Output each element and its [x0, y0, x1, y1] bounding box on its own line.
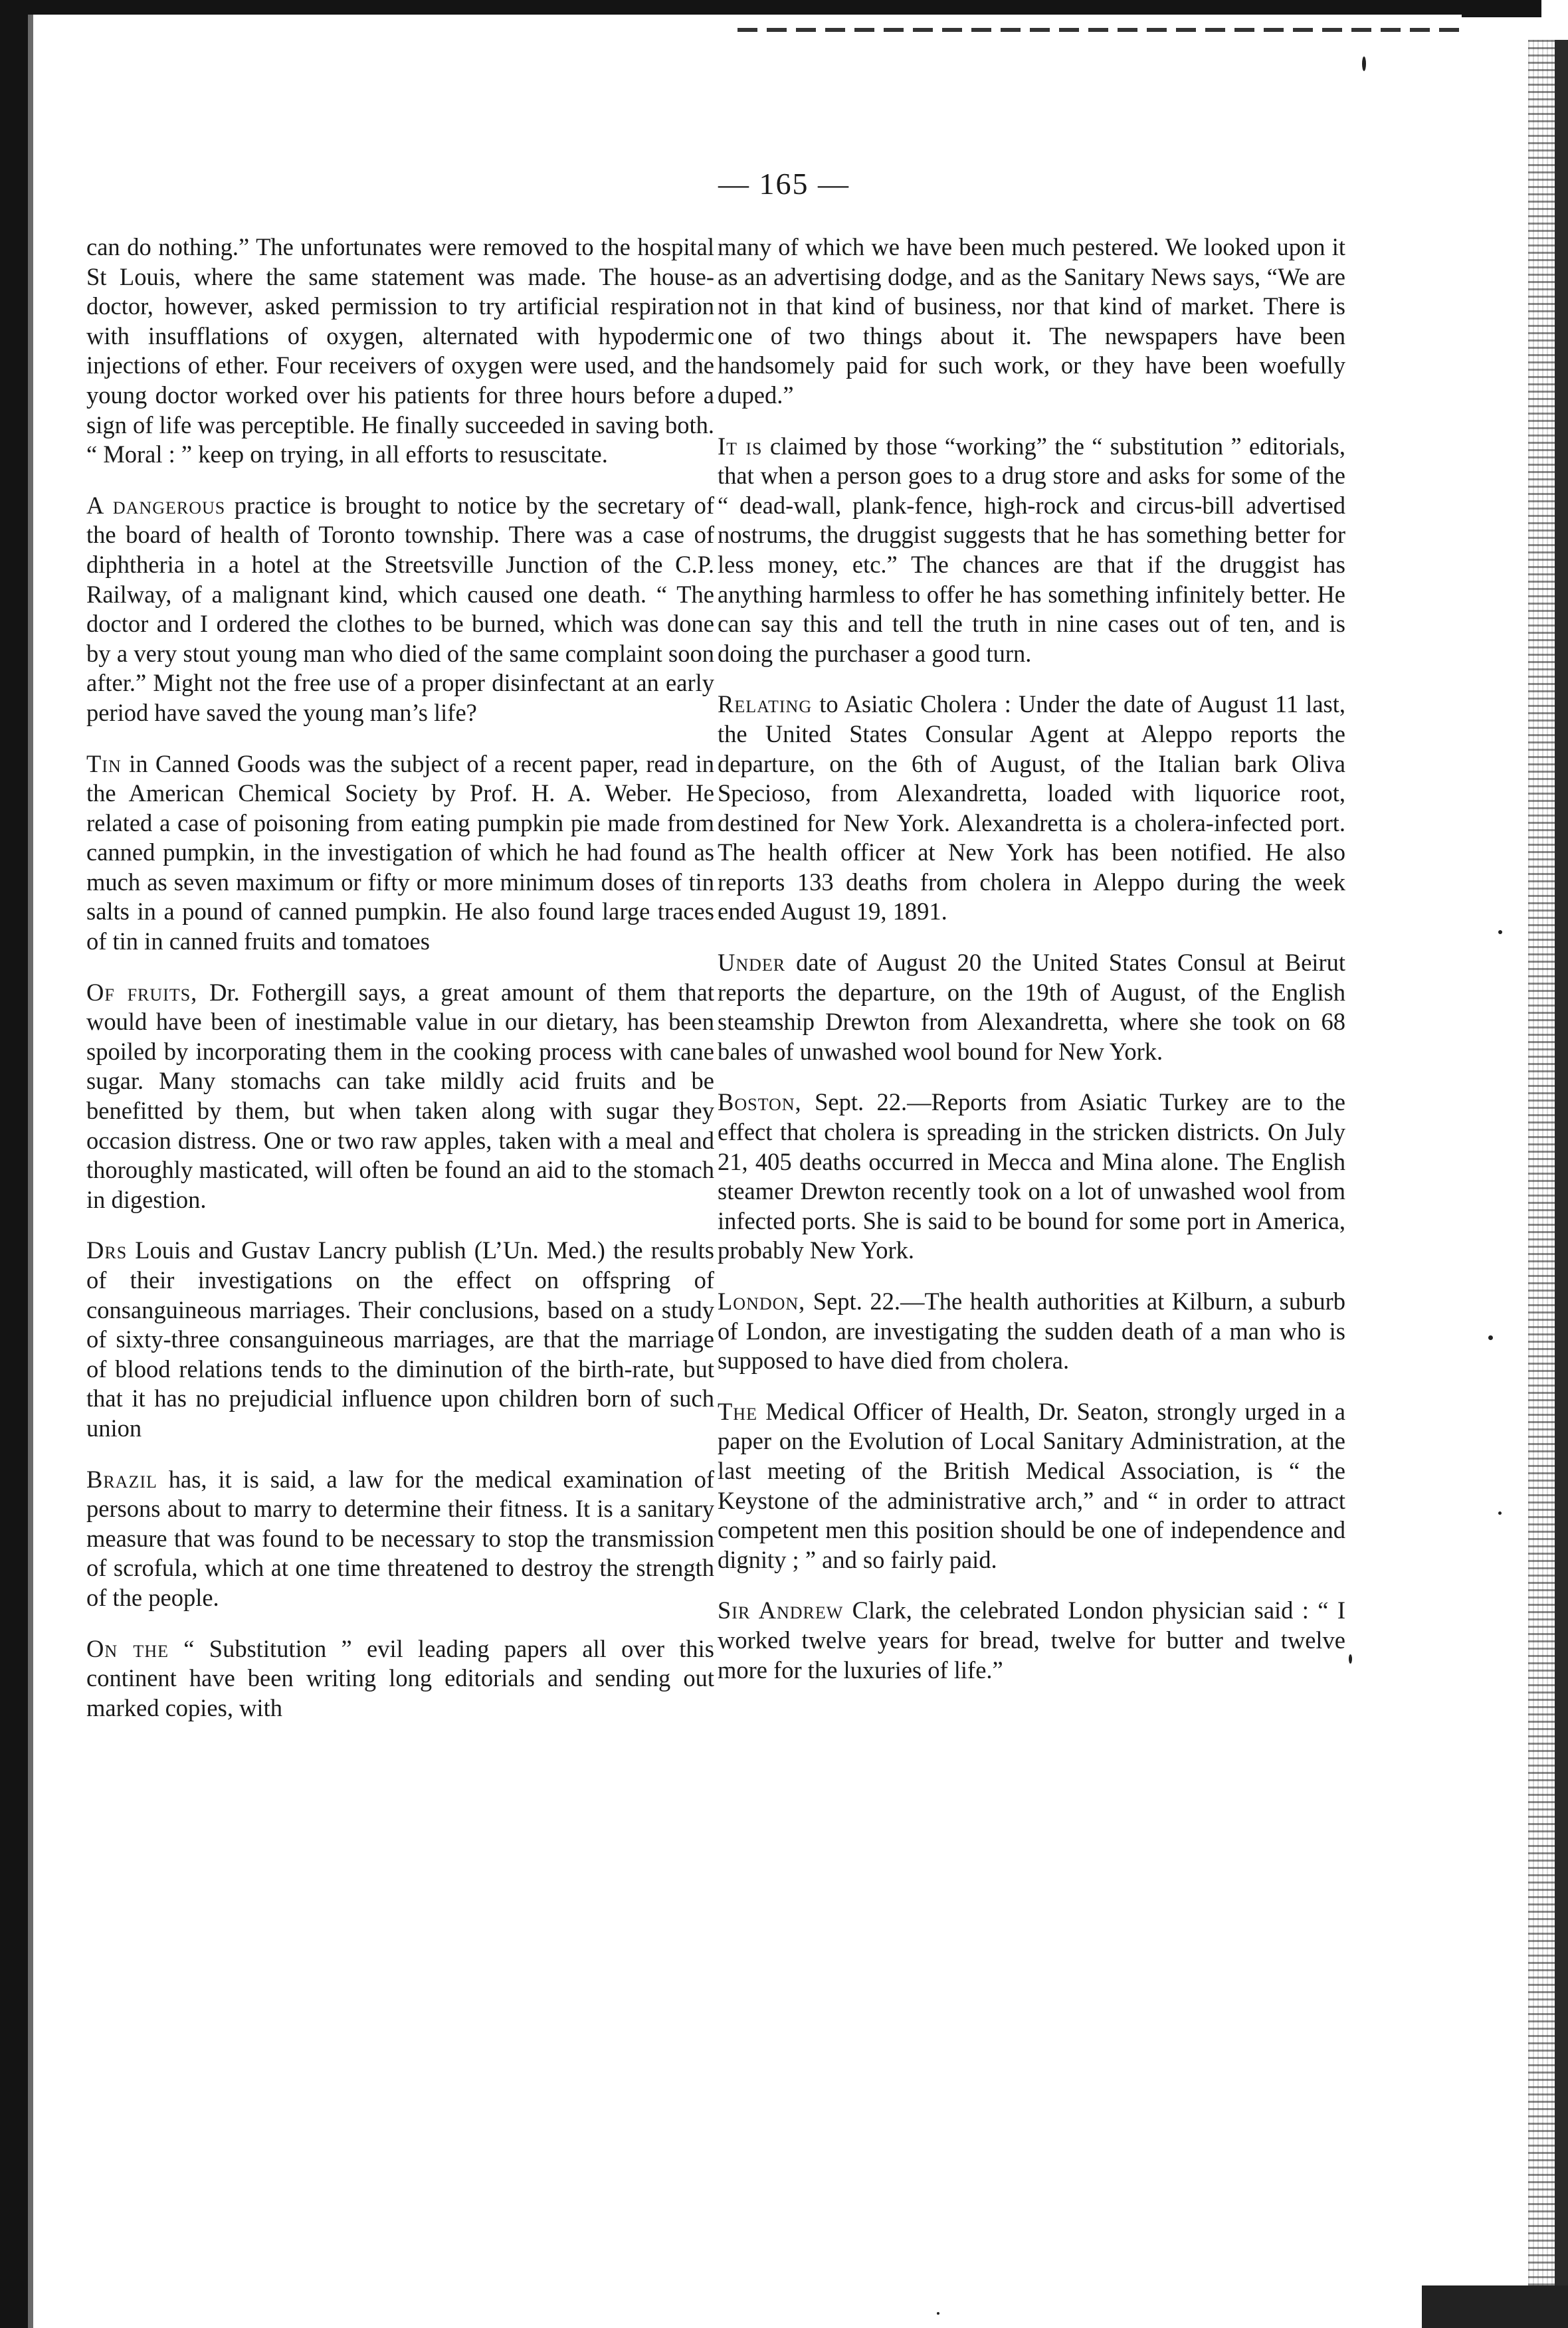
scan-border-top: [0, 0, 1521, 15]
paragraph: [86, 1236, 714, 1443]
left-column: [86, 233, 714, 1744]
paragraph-text: practice is brought to notice by the secretary of the board of health of Toronto township. There was a case of diphtheria in a hotel at the Streetsville Junction of the C.P. Railway, of a malignant kind, which caused one death. “ The doctor and I ordered the clothes to be burned, which was done by a very stout young man who died of the same complaint soon after.” Might not the free use of a proper disinfectant at an early period have saved the young man’s life?: [86, 491, 714, 726]
paragraph: [718, 948, 1345, 1066]
paragraph: [718, 233, 1345, 411]
paragraph-text: Sept. 22.—Reports from Asiatic Turkey are to the effect that cholera is spreading in the stricken districts. On July 21, 405 deaths occurred in Mecca and Mina alone. The English steamer Drewton recently took on a lot of unwashed wool from infected ports. She is said to be bound for some port in America, probably New York.: [718, 1088, 1345, 1264]
scan-speck: [1362, 56, 1366, 71]
paragraph-text: Medical Officer of Health, Dr. Seaton, strongly urged in a paper on the Evolution of Local Sanitary Administration, at the last meeting of the British Medical Association, is “ the Keystone of the administrative arch,” and “ in order to attract competent men this position should be one of independence and dignity ; ” and so fairly paid.: [718, 1397, 1345, 1573]
paragraph-text: Dr. Fothergill says, a great amount of them that would have been of inestimable value in our dietary, has been spoiled by incorporating them in the cooking process with cane sugar. Many stomachs can take mildly acid fruits and be benefitted by them, but when taken along with sugar they occasion distress. One or two raw apples, taken with a meal and thoroughly masticated, will often be found an aid to the stomach in digestion.: [86, 978, 714, 1213]
scan-speck: [1488, 1335, 1493, 1340]
paragraph-lead: Under: [718, 949, 786, 977]
paragraph-lead: Brazil: [86, 1465, 157, 1493]
paragraph-text: “ Substitution ” evil leading papers all over this continent have been writing long editorials and sending out marked copies, with: [86, 1634, 714, 1721]
paragraph-lead: Boston,: [718, 1088, 802, 1116]
paragraph: [718, 1397, 1345, 1575]
paragraph-lead: Relating: [718, 690, 813, 718]
scan-border-top-right: [1462, 0, 1541, 17]
paragraph-text: many of which we have been much pestered. We looked upon it as an advertising dodge, and as the Sanitary News says, “We are not in that kind of business, nor that kind of market. There is one of two things about it. The newspapers have been handsomely paid for such work, or they have been woefully duped.”: [718, 233, 1345, 409]
paragraph: [718, 1287, 1345, 1376]
paragraph-text: has, it is said, a law for the medical examination of persons about to marry to determine their fitness. It is a sanitary measure that was found to be necessary to stop the transmission of scrofula, which at one time threatened to destroy the strength of the people.: [86, 1465, 714, 1611]
paragraph-text: date of August 20 the United States Consul at Beirut reports the departure, on the 19th of August, of the English steamship Drewton from Alexandretta, where she took on 68 bales of unwashed wool bound for New York.: [718, 949, 1345, 1065]
paragraph: [718, 1596, 1345, 1685]
page-header-rule: [737, 28, 1462, 32]
paragraph: [86, 491, 714, 728]
paragraph: [86, 749, 714, 957]
paragraph-lead: Drs: [86, 1236, 128, 1264]
paragraph-text: in Canned Goods was the subject of a recent paper, read in the American Chemical Society by Prof. H. A. Weber. He related a case of poisoning from eating pumpkin pie made from canned pumpkin, in the investigation of which he had found as much as seven maximum or fifty or more minimum doses of tin salts in a pound of canned pumpkin. He also found large traces of tin in canned fruits and tomatoes: [86, 749, 714, 955]
paragraph: [718, 432, 1345, 669]
right-column: [718, 233, 1345, 1706]
paragraph-text: Clark, the celebrated London physician said : “ I worked twelve years for bread, twelve for butter and twelve more for the luxuries of life.”: [718, 1597, 1345, 1684]
paragraph-lead: Tin: [86, 749, 122, 777]
paragraph: [86, 1465, 714, 1613]
paragraph: [86, 1634, 714, 1723]
paragraph: [718, 690, 1345, 927]
paragraph-lead: Sir Andrew: [718, 1597, 844, 1624]
paragraph-lead: The: [718, 1397, 757, 1425]
scan-speck: [1349, 1654, 1352, 1664]
paragraph-text: Louis and Gustav Lancry publish (L’Un. Med.) the results of their investigations on the effect on offspring of consanguineous marriages. Their conclusions, based on a study of sixty-three consanguineous marriages, are that the marriage of blood relations tends to the diminution of the birth-rate, but that it has no prejudicial influence upon children born of such union: [86, 1236, 714, 1442]
paragraph-lead: A dangerous: [86, 491, 226, 519]
paragraph-lead: It is: [718, 432, 763, 460]
paragraph-text: claimed by those “working” the “ substitution ” editorials, that when a person goes to a drug store and asks for some of the “ dead-wall, plank-fence, high-rock and circus-bill advertised nostrums, the druggist suggests that he has something better for less money, etc.” The chances are that if the druggist has anything harmless to offer he has something infinitely better. He can say this and tell the truth in nine cases out of ten, and is doing the purchaser a good turn.: [718, 432, 1345, 667]
paragraph-text: Sept. 22.—The health authorities at Kilburn, a suburb of London, are investigating the sudden death of a man who is supposed to have died from cholera.: [718, 1288, 1345, 1375]
scan-border-bottom-right: [1422, 2285, 1568, 2328]
paragraph-text: to Asiatic Cholera : Under the date of August 11 last, the United States Consular Agent at Aleppo reports the departure, on the 6th of August, of the Italian bark Oliva Specioso, from Alexandretta, loaded with liquorice root, destined for New York. Alexandretta is a cholera-infected port. The health officer at New York has been notified. He also reports 133 deaths from cholera in Aleppo during the week ended August 19, 1891.: [718, 690, 1345, 925]
paragraph-text: can do nothing.” The unfortunates were removed to the hospital St Louis, where the same statement was made. The house-doctor, however, asked permission to try artificial respiration with insufflations of oxygen, alternated with hypodermic injections of ether. Four receivers of oxygen were used, and the young doctor worked over his patients for three hours before a sign of life was perceptible. He finally succeeded in saving both. “ Moral : ” keep on trying, in all efforts to resuscitate.: [86, 233, 714, 468]
paragraph: [86, 978, 714, 1215]
scan-border-left: [0, 0, 28, 2328]
paragraph: [86, 233, 714, 470]
paragraph-lead: On the: [86, 1634, 169, 1662]
scan-speck: [1498, 930, 1502, 934]
scan-border-left-edge: [28, 15, 33, 2328]
paragraph-lead: Of fruits,: [86, 978, 198, 1006]
page-number: — 165 —: [718, 167, 850, 201]
paragraph: [718, 1088, 1345, 1266]
paragraph-lead: London,: [718, 1288, 806, 1315]
scan-speck: [1498, 1511, 1502, 1515]
scan-speck: [937, 2312, 939, 2315]
page-edge-right: [1555, 40, 1568, 2325]
